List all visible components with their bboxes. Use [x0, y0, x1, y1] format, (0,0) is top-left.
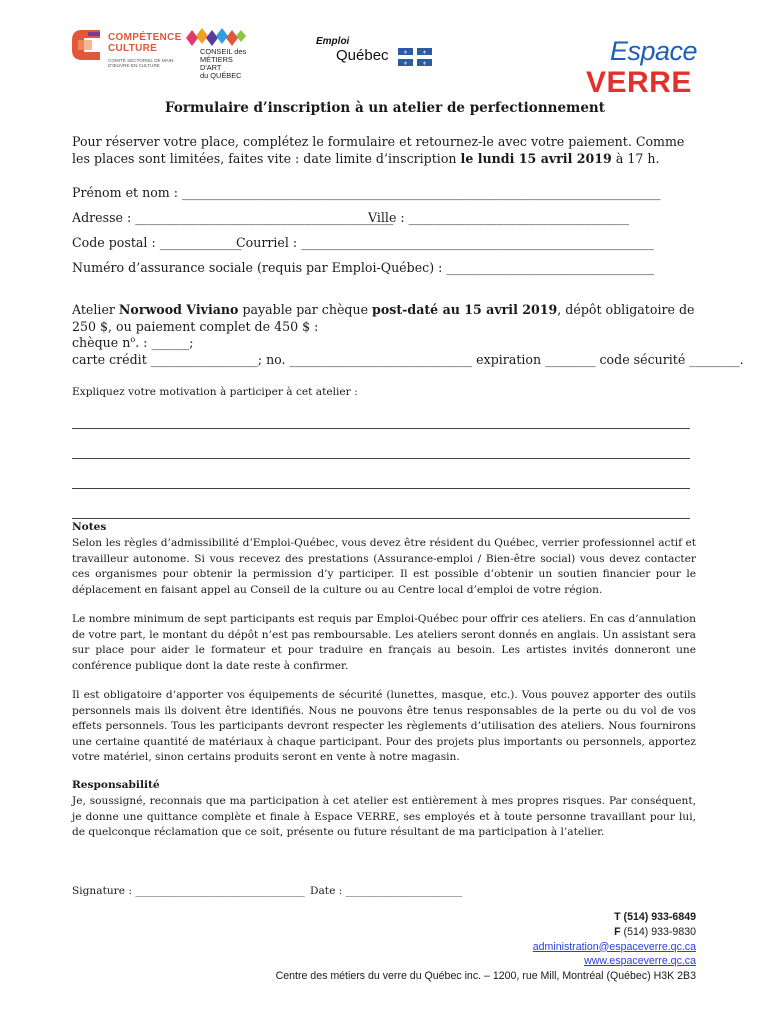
conseil-metiers-mark-icon [186, 28, 246, 46]
signature-field[interactable]: Signature : ________________________________ [72, 885, 305, 897]
responsibility-paragraph: Je, soussigné, reconnais que ma participation à cet atelier est entièrement à mes propres risques. Par conséquent, je donne une quittance complète et finale à Espace VERRE, ses employés et à toute personne travaillant pour lui, de quelconque réclamation que ce soit, présente ou future résultant de ma participation à l’atelier. [72, 795, 696, 838]
footer-contact [276, 910, 696, 984]
motivation-label: Expliquez votre motivation à participer à cet atelier : [72, 386, 358, 398]
footer-fax [276, 925, 696, 940]
credit-card-field[interactable]: carte crédit _________________; no. _____________________________ expiration ________ code sécurité ________. [72, 352, 744, 367]
responsibility-heading: Responsabilité [72, 779, 160, 791]
motivation-line-4[interactable] [72, 518, 690, 519]
footer-address: Centre des métiers du verre du Québec inc. – 1200, rue Mill, Montréal (Québec) H3K 2B3 [275, 970, 696, 983]
intro-text-end: à 17 h. [611, 151, 660, 166]
header-logos [0, 18, 770, 99]
cheque-superscript: o [130, 335, 136, 344]
intro-text: Pour réserver votre place, complétez le formulaire et retournez-le avec votre paiement. Comme les places sont limitées, faites vite : date limite d’inscription [72, 134, 685, 166]
date-field[interactable]: Date : ______________________ [310, 885, 463, 897]
footer-email-link[interactable]: administration@espaceverre.qc.ca [532, 940, 696, 953]
payment-text-3: , dépôt obligatoire de 250 $, ou paiement complet de 450 $ : [72, 302, 695, 334]
fax-number: (514) 933-9830 [620, 925, 696, 938]
phone-number: (514) 933-6849 [620, 911, 696, 923]
notes-heading: Notes [72, 521, 107, 533]
motivation-line-3[interactable] [72, 488, 690, 489]
svg-text:⚜: ⚜ [422, 50, 427, 56]
competence-culture-mark-icon [70, 28, 104, 62]
phone-label: T [614, 911, 621, 923]
payment-text-2: payable par chèque [238, 302, 373, 317]
emploi-quebec-quebec: Québec [336, 47, 389, 64]
page-title: Formulaire d’inscription à un atelier de perfectionnement [165, 100, 605, 116]
competence-culture-name: COMPÉTENCE CULTURE [108, 32, 182, 54]
quebec-flag-icon [398, 48, 432, 66]
cheque-blank: . : ______; [135, 335, 194, 351]
svg-text:⚜: ⚜ [403, 50, 408, 56]
emploi-quebec-emploi: Emploi [316, 36, 350, 47]
espace-verre-verre: VERRE [586, 66, 692, 99]
city-field[interactable]: Ville : ___________________________________ [368, 210, 630, 225]
cheque-number-field[interactable] [72, 335, 193, 350]
cheque-label: chèque n [72, 335, 131, 351]
competence-culture-subtitle: COMITÉ SECTORIEL DE MAIN-D'ŒUVRE EN CULTURE [108, 58, 175, 68]
emploi-quebec-logo [312, 36, 432, 76]
footer-website-link[interactable]: www.espaceverre.qc.ca [584, 955, 696, 968]
payment-text-1: Atelier [72, 302, 119, 317]
espace-verre-logo [586, 36, 698, 100]
notes-paragraph-1: Selon les règles d’admissibilité d’Emploi-Québec, vous devez être résident du Québec, verrier professionnel actif et travailleur autonome. Si vous recevez des prestations (Assurance-emploi / Bien-être social) vous devez contacter ces organismes pour obtenir la permission d’y participer. Il est possible d’obtenir un soutien financier pour le déplacement en faisant appel au Conseil de la culture ou au Centre local d’emploi de votre région. [72, 537, 696, 596]
name-field[interactable]: Prénom et nom : ____________________________________________________________________________ [72, 185, 661, 200]
social-insurance-field[interactable]: Numéro d’assurance sociale (requis par Emploi-Québec) : _________________________________ [72, 260, 655, 275]
motivation-line-2[interactable] [72, 458, 690, 459]
notes-paragraph-3: Il est obligatoire d’apporter vos équipements de sécurité (lunettes, masque, etc.). Vous pouvez apporter des outils personnels mais ils doivent être identifiés. Nous ne pouvons être tenus responsables de la perte ou du vol de vos effets personnels. Tous les participants devront respecter les règlements d’utilisation des ateliers. Nous fournirons une certaine quantité de matériaux à chaque participant. Pour des projets plus importants ou personnels, apportez votre matériel, sinon certains produits seront en vente à notre magasin. [72, 689, 696, 763]
fax-label: F [614, 925, 621, 938]
postdate-text: post-daté au 15 avril 2019 [372, 302, 558, 317]
postal-code-field[interactable]: Code postal : _____________ [72, 235, 242, 250]
svg-text:⚜: ⚜ [403, 61, 408, 66]
email-field[interactable]: Courriel : ________________________________________________________ [236, 235, 654, 250]
conseil-metiers-logo [186, 28, 256, 84]
footer-phone [276, 910, 696, 925]
deadline-text: le lundi 15 avril 2019 [460, 151, 612, 166]
svg-text:⚜: ⚜ [422, 61, 427, 66]
conseil-metiers-name: CONSEIL des MÉTIERS D'ART du QUÉBEC [200, 47, 247, 80]
intro-paragraph [72, 133, 700, 167]
artist-name: Norwood Viviano [118, 302, 239, 317]
motivation-line-1[interactable] [72, 428, 690, 429]
notes-paragraph-2: Le nombre minimum de sept participants est requis par Emploi-Québec pour offrir ces ateliers. En cas d’annulation de votre part, le montant du dépôt n’est pas remboursable. Les ateliers seront donnés en anglais. Un assistant sera sur place pour aider le formateur et pour traduire en français au besoin. Les artistes invités donneront une conférence publique dont la date reste à confirmer. [72, 613, 696, 672]
payment-paragraph [72, 301, 700, 335]
competence-culture-logo [70, 28, 180, 78]
address-field[interactable]: Adresse : _________________________________________ [72, 210, 394, 225]
espace-verre-espace: Espace [610, 36, 698, 66]
